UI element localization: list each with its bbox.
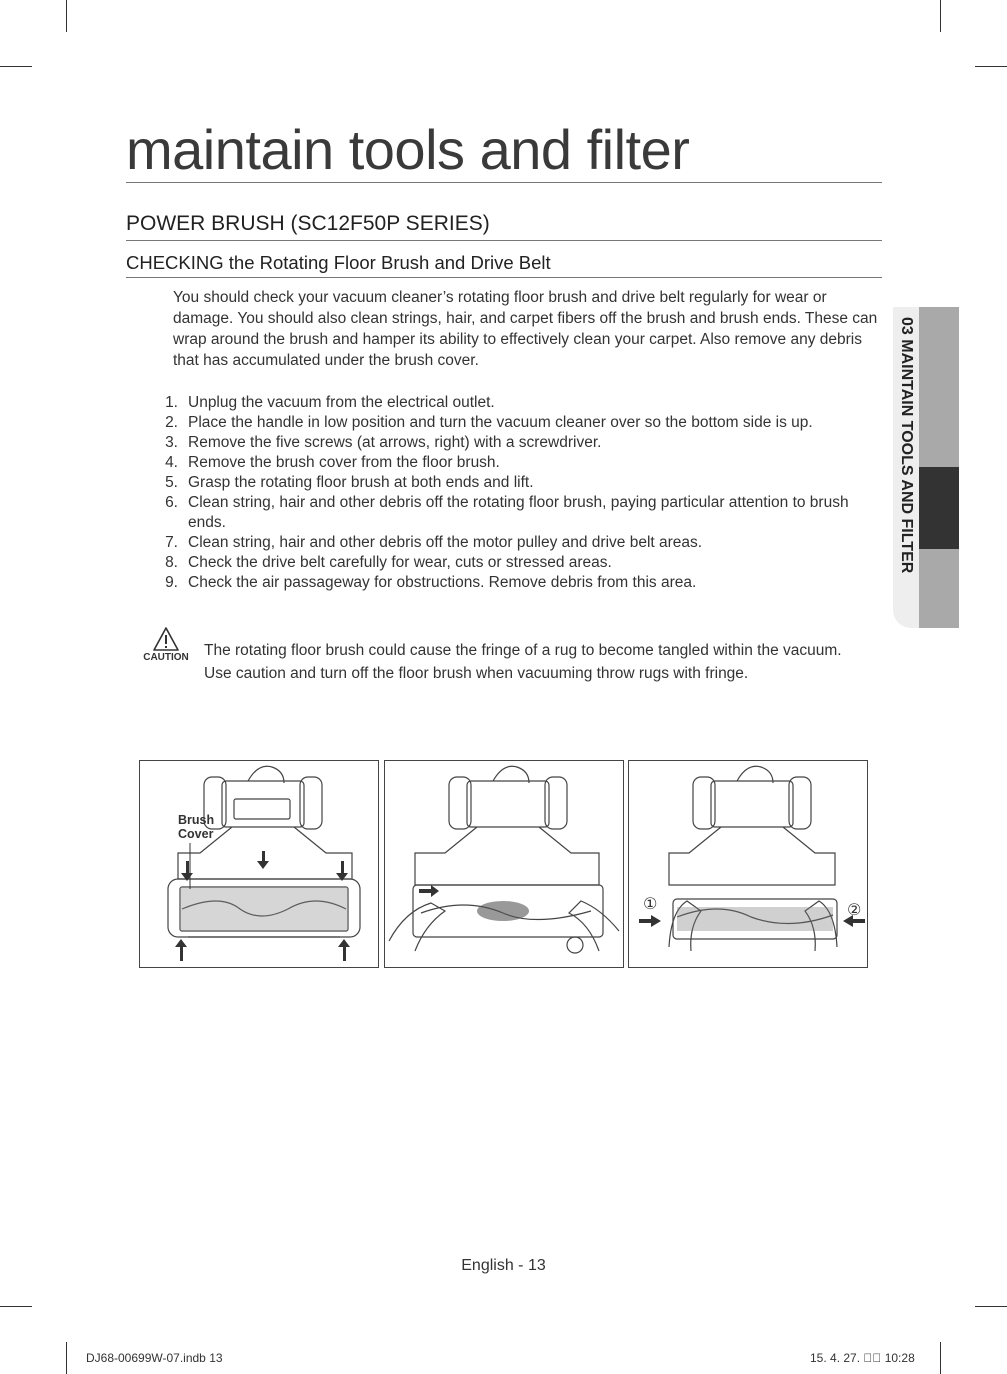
caution-text [204, 640, 844, 686]
crop-mark [66, 1342, 67, 1374]
step-marker-2: ② [847, 900, 862, 919]
crop-mark [0, 66, 32, 67]
figure-lift-brush [628, 760, 868, 968]
caution-icon-label: CAUTION [143, 652, 189, 663]
figure-remove-screws [139, 760, 379, 968]
steps-list [150, 393, 882, 593]
page-title: maintain tools and filter [126, 118, 690, 181]
floor-brush-illustration [140, 761, 378, 967]
list-item: 5. Grasp the rotating floor brush at both ends and lift. [165, 474, 534, 491]
crop-mark [975, 66, 1007, 67]
chapter-tab-marker [919, 467, 959, 549]
section-title: POWER BRUSH (SC12F50P SERIES) [126, 212, 490, 235]
brush-cover-label: Brush Cover [178, 813, 215, 841]
caution-line: Use caution and turn off the floor brush when vacuuming throw rugs with fringe. [204, 665, 749, 682]
list-item: 2. Place the handle in low position and turn the vacuum cleaner over so the bottom side is up. [165, 414, 813, 431]
chapter-tab-label: 03 MAINTAIN TOOLS AND FILTER [898, 317, 915, 574]
subsection-title: CHECKING the Rotating Floor Brush and Drive Belt [126, 252, 551, 273]
crop-mark [940, 0, 941, 32]
caution-icon [140, 626, 192, 666]
crop-mark [975, 1306, 1007, 1307]
chapter-side-tab [893, 307, 959, 628]
figure-clean-brush [384, 760, 624, 968]
list-item: 9. Check the air passageway for obstructions. Remove debris from this area. [165, 574, 697, 591]
hands-cleaning-brush-illustration [385, 761, 623, 967]
list-item: 7. Clean string, hair and other debris off the motor pulley and drive belt areas. [165, 534, 703, 551]
print-file-name: DJ68-00699W-07.indb 13 [86, 1351, 223, 1365]
list-item: 8. Check the drive belt carefully for wear, cuts or stressed areas. [165, 554, 612, 571]
print-timestamp: 15. 4. 27. ￿￿ 10:28 [810, 1351, 915, 1365]
list-item: 3. Remove the five screws (at arrows, right) with a screwdriver. [165, 434, 602, 451]
lift-brush-illustration [629, 761, 867, 967]
intro-paragraph: You should check your vacuum cleaner’s rotating floor brush and drive belt regularly for wear or damage. You should also clean strings, hair, and carpet fibers off the brush and brush ends. These can wrap around the brush and hamper its ability to effectively clean your carpet. Also remove any debris that has accumulated under the brush cover. [173, 289, 878, 369]
crop-mark [66, 0, 67, 32]
crop-mark [940, 1342, 941, 1374]
step-marker-1: ① [643, 894, 658, 913]
list-item: 1. Unplug the vacuum from the electrical outlet. [165, 394, 495, 411]
section-rule [126, 240, 882, 241]
page-number: English - 13 [461, 1257, 546, 1274]
list-item: 6. Clean string, hair and other debris off the rotating floor brush, paying particular attention to brush ends. [165, 494, 849, 531]
title-rule [126, 182, 882, 183]
subsection-rule [126, 277, 882, 278]
list-item: 4. Remove the brush cover from the floor brush. [165, 454, 500, 471]
crop-mark [0, 1306, 32, 1307]
caution-line: The rotating floor brush could cause the fringe of a rug to become tangled within the vacuum. [204, 642, 842, 659]
